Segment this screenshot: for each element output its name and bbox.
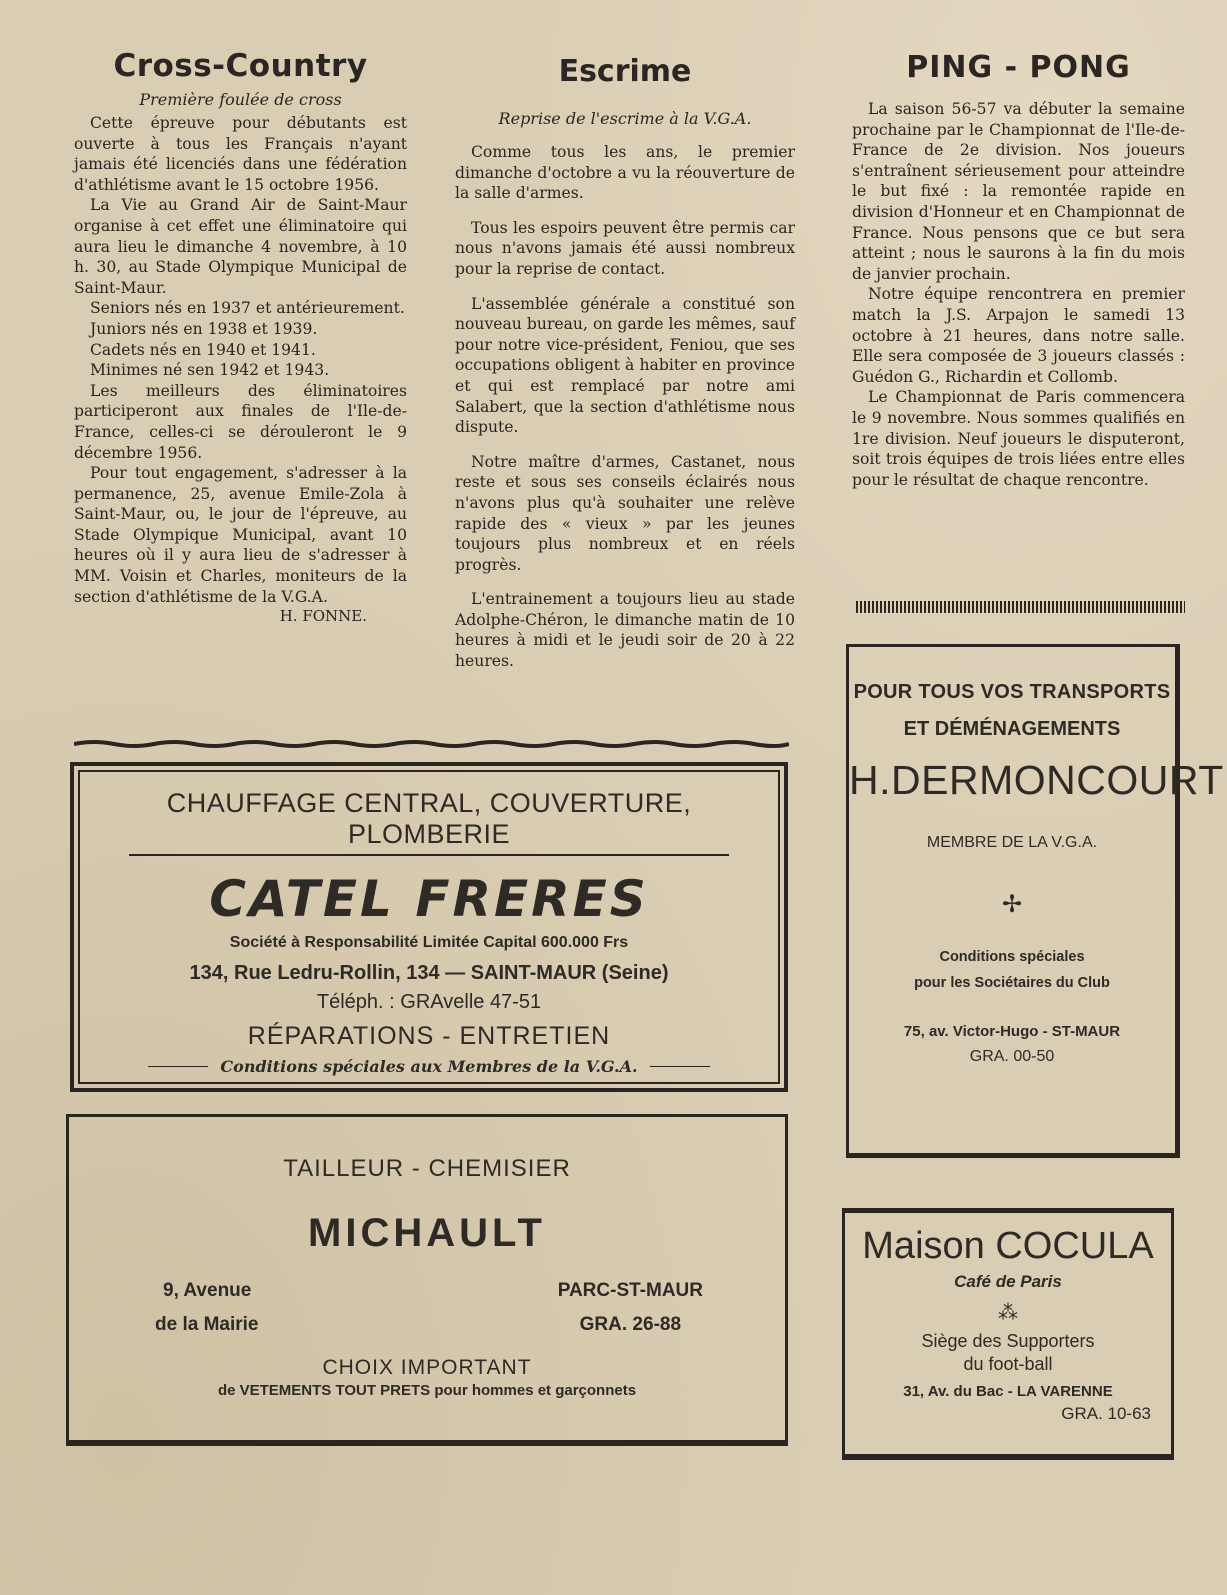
ping-pong-title: PING - PONG [906, 50, 1131, 85]
paragraph: Seniors nés en 1937 et antérieurement. [90, 299, 405, 318]
ad-catel-conditions: Conditions spéciales aux Membres de la V.G.A. [220, 1057, 638, 1076]
escrime-title: Escrime [558, 54, 692, 89]
paragraph: Comme tous les ans, le premier dimanche d'octobre a vu la réouverture de la salle d'armes. [455, 143, 795, 203]
ad-michault-header: TAILLEUR - CHEMISIER [283, 1155, 571, 1182]
ad-cocula-address: 31, Av. du Bac - LA VARENNE [903, 1383, 1113, 1400]
dashed-divider [856, 601, 1185, 613]
ad-catel-phone: Téléph. : GRAvelle 47-51 [316, 991, 542, 1013]
ad-cocula-line2: du foot-ball [963, 1354, 1053, 1374]
ad-michault-info-row [69, 1264, 785, 1334]
ad-dermoncourt-line2: ET DÉMÉNAGEMENTS [903, 718, 1121, 740]
ornament-icon: ✢ [1001, 891, 1023, 918]
ad-dermoncourt-line1: POUR TOUS VOS TRANSPORTS [853, 681, 1171, 703]
ad-dermoncourt-address: 75, av. Victor-Hugo - ST-MAUR [903, 1023, 1121, 1040]
cross-country-article [74, 48, 407, 625]
phone: GRA. 26-88 [579, 1314, 682, 1335]
ad-catel-services: RÉPARATIONS - ENTRETIEN [247, 1022, 611, 1050]
ad-dermoncourt-conditions1: Conditions spéciales [939, 949, 1085, 965]
ad-michault-contact [558, 1274, 703, 1342]
ad-cocula-name: Maison COCULA [862, 1225, 1154, 1267]
ad-dermoncourt-phone: GRA. 00-50 [969, 1048, 1055, 1065]
rule [148, 1066, 208, 1067]
ad-catel-name: CATEL FRERES [209, 870, 649, 928]
paragraph: Notre maître d'armes, Castanet, nous reste et sous ses conseils éclairés nous n'avons plus qu'à souhaiter une relève rapide des « vieux » par les jeunes toujours plus nombreux et en réels progrès. [455, 452, 795, 574]
city: PARC-ST-MAUR [557, 1280, 703, 1301]
ad-catel-company: Société à Responsabilité Limitée Capital 600.000 Frs [229, 934, 629, 951]
cross-country-subtitle: Première foulée de cross [139, 90, 342, 109]
ornament-icon: ⁂ [998, 1302, 1018, 1324]
ad-cocula-line1: Siège des Supporters [921, 1331, 1095, 1351]
ad-cocula-subtitle: Café de Paris [954, 1272, 1062, 1291]
paragraph: Minimes né sen 1942 et 1943. [90, 361, 330, 380]
paragraph: Le Championnat de Paris commencera le 9 novembre. Nous sommes qualifiés en 1re division. Neuf joueurs le disputeront, soit trois équipes de trois liées entre elles pour le résultat de chaque rencontre. [852, 388, 1185, 489]
ad-catel-conditions-row [74, 1057, 784, 1076]
ad-dermoncourt [846, 644, 1224, 1158]
ad-catel-freres [70, 762, 788, 1092]
address-line-1: 9, Avenue [163, 1280, 252, 1301]
paragraph: La Vie au Grand Air de Saint-Maur organise à cet effet une éliminatoire qui aura lieu le dimanche 4 novembre, à 10 h. 30, au Stade Olympique Municipal de Saint-Maur. [74, 196, 407, 297]
signature: H. FONNE. [279, 607, 367, 626]
paragraph: L'assemblée générale a constitué son nouveau bureau, on garde les mêmes, sauf pour notre vice-président, Feniou, que ses occupations obligent à habiter en province et qui est remplacé par notre ami Salabert, que la section d'athlétisme nous dispute. [455, 294, 795, 437]
ad-dermoncourt-name: H.DERMONCOURT [849, 757, 1224, 803]
ad-michault-address [155, 1274, 259, 1342]
paragraph: Les meilleurs des éliminatoires participeront aux finales de l'Ile-de-France, celles-ci se dérouleront le 9 décembre 1956. [74, 381, 407, 462]
paragraph: Tous les espoirs peuvent être permis car nous n'avons jamais été aussi nombreux pour la reprise de contact. [455, 218, 795, 278]
ad-dermoncourt-member: MEMBRE DE LA V.G.A. [926, 834, 1098, 851]
ad-catel-header: CHAUFFAGE CENTRAL, COUVERTURE, PLOMBERIE [129, 788, 729, 856]
paragraph: Cadets nés en 1940 et 1941. [90, 340, 316, 359]
escrime-body [455, 142, 795, 672]
paragraph: Pour tout engagement, s'adresser à la permanence, 25, avenue Emile-Zola à Saint-Maur, ou, le jour de l'épreuve, au Stade Olympique Municipal, avant 10 heures où il y aura lieu de s'adresser à MM. Voisin et Charles, moniteurs de la section d'athlétisme de la V.G.A. [74, 464, 407, 606]
paragraph: Cette épreuve pour débutants est ouverte à tous les Français n'ayant jamais été licenciés dans une fédération d'athlétisme avant le 15 octobre 1956. [74, 114, 407, 194]
ad-michault-name: MICHAULT [308, 1211, 546, 1255]
paragraph: La saison 56-57 va débuter la semaine prochaine par le Championnat de l'Ile-de-France de 2e division. Nos joueurs s'entraînent sérieusement pour atteindre le but fixé : la remontée rapide en division d'Honneur et en Championnat de France. Nous pensons que ce but sera atteint ; nous le saurons à la fin du mois de janvier prochain. [852, 100, 1185, 283]
ad-michault-choice: CHOIX IMPORTANT [322, 1356, 532, 1379]
paragraph: Juniors nés en 1938 et 1939. [90, 319, 318, 338]
paragraph: Notre équipe rencontrera en premier match la J.S. Arpajon le samedi 13 octobre à 21 heures, dans notre salle. Elle sera composée de 3 joueurs classés : Guédon G., Richardin et Collomb. [852, 285, 1185, 386]
ping-pong-body [852, 99, 1185, 490]
wavy-divider [74, 738, 789, 750]
ad-dermoncourt-conditions2: pour les Sociétaires du Club [914, 975, 1110, 991]
ping-pong-article [852, 50, 1185, 490]
escrime-subtitle: Reprise de l'escrime à la V.G.A. [498, 109, 752, 128]
paragraph: L'entrainement a toujours lieu au stade Adolphe-Chéron, le dimanche matin de 10 heures à midi et le jeudi soir de 20 à 22 heures. [455, 590, 795, 671]
cross-country-title: Cross-Country [113, 48, 368, 84]
escrime-article [455, 54, 795, 686]
address-line-2: de la Mairie [155, 1314, 259, 1335]
rule [650, 1066, 710, 1067]
cross-country-body [74, 113, 407, 607]
ad-catel-address: 134, Rue Ledru-Rollin, 134 — SAINT-MAUR (Seine) [189, 962, 669, 984]
ad-cocula [842, 1208, 1174, 1460]
ad-cocula-phone: GRA. 10-63 [1061, 1404, 1151, 1423]
ad-michault-tagline: de VETEMENTS TOUT PRETS pour hommes et garçonnets [217, 1382, 637, 1399]
ad-michault [66, 1114, 788, 1446]
